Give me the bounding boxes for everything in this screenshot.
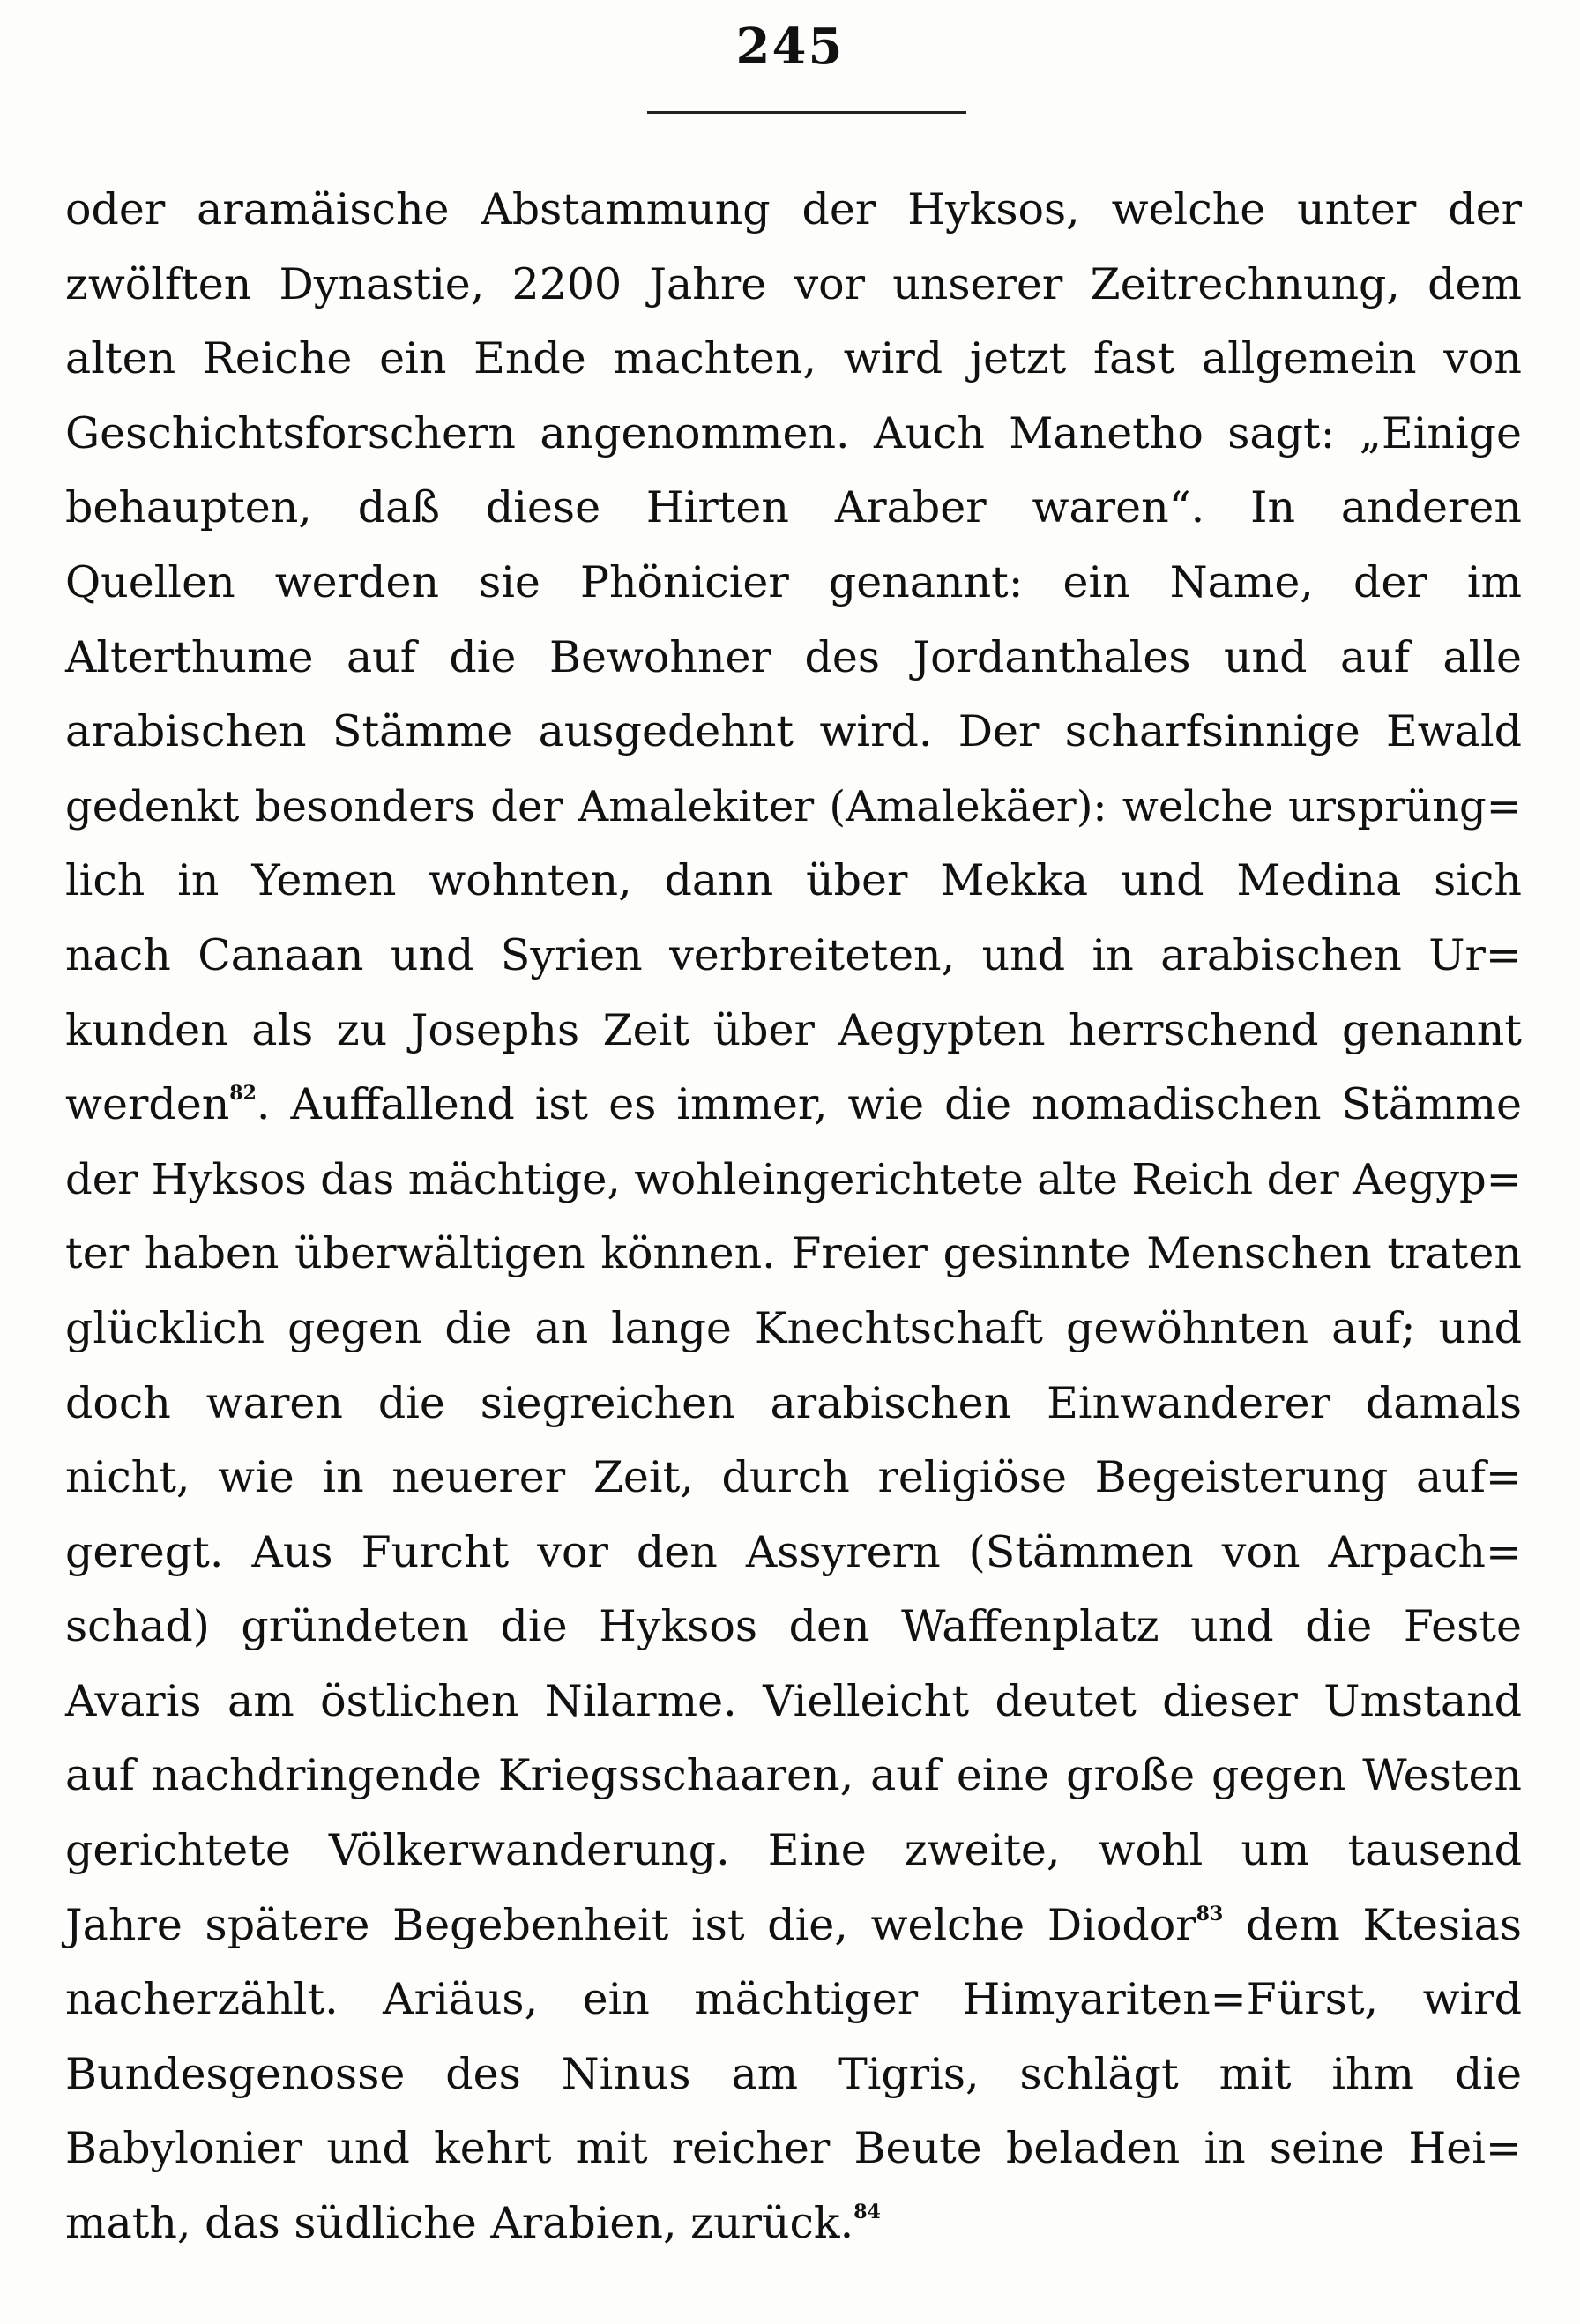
text-line: nicht, wie in neuerer Zeit, durch religiöse Begeisterung auf=: [65, 1452, 1522, 1503]
page-number: 245: [735, 18, 845, 76]
text-line: lich in Yemen wohnten, dann über Mekka und Medina sich: [65, 855, 1522, 906]
text-line: behaupten, daß diese Hirten Araber waren“. In anderen: [65, 482, 1522, 533]
text-line: ter haben überwältigen können. Freier gesinnte Menschen traten: [65, 1228, 1522, 1279]
text-line: Quellen werden sie Phönicier genannt: ein Name, der im: [65, 556, 1522, 607]
text-line: alten Reiche ein Ende machten, wird jetzt fast allgemein von: [65, 333, 1522, 384]
text-line: Bundesgenosse des Ninus am Tigris, schlägt mit ihm die: [65, 2048, 1522, 2099]
text-line: arabischen Stämme ausgedehnt wird. Der scharfsinnige Ewald: [65, 706, 1522, 757]
line-text: math, das südliche Arabien, zurück.: [65, 2198, 854, 2249]
text-line: zwölften Dynastie, 2200 Jahre vor unserer Zeitrechnung, dem: [65, 258, 1522, 309]
text-line: geregt. Aus Furcht vor den Assyrern (Stämmen von Arpach=: [65, 1526, 1522, 1577]
text-line: nach Canaan und Syrien verbreiteten, und in arabischen Ur=: [65, 929, 1522, 980]
text-line: Geschichtsforschern angenommen. Auch Manetho sagt: „Einige: [65, 407, 1522, 458]
header-rule: [647, 111, 966, 114]
text-line: Alterthume auf die Bewohner des Jordanthales und auf alle: [65, 631, 1522, 682]
text-line: gerichtete Völkerwanderung. Eine zweite, wohl um tausend: [65, 1825, 1522, 1876]
text-line: glücklich gegen die an lange Knechtschaft gewöhnten auf; und: [65, 1302, 1522, 1353]
text-line: nacherzählt. Ariäus, ein mächtiger Himyariten=Fürst, wird: [65, 1974, 1522, 2025]
body-text: [65, 173, 1522, 2261]
footnote-marker[interactable]: 83: [1196, 1902, 1224, 1925]
text-line: doch waren die siegreichen arabischen Einwanderer damals: [65, 1377, 1522, 1428]
text-line-with-footnote: [65, 1888, 1522, 1963]
footnote-marker[interactable]: 84: [853, 2201, 881, 2224]
text-line: auf nachdringende Kriegsschaaren, auf eine große gegen Westen: [65, 1750, 1522, 1801]
text-line: kunden als zu Josephs Zeit über Aegypten herrschend genannt: [65, 1004, 1522, 1055]
text-line: gedenkt besonders der Amalekiter (Amalekäer): welche ursprüng=: [65, 781, 1522, 831]
line-text: . Auffallend ist es immer, wie die nomadischen Stämme: [256, 1079, 1522, 1130]
text-line: Avaris am östlichen Nilarme. Vielleicht deutet dieser Umstand: [65, 1675, 1522, 1726]
line-text: Jahre spätere Begebenheit ist die, welche Diodor: [65, 1899, 1196, 1950]
line-text: dem Ktesias: [1223, 1899, 1522, 1950]
text-line: schad) gründeten die Hyksos den Waffenplatz und die Feste: [65, 1601, 1522, 1652]
text-line: der Hyksos das mächtige, wohleingerichtete alte Reich der Aegyp=: [65, 1154, 1522, 1204]
text-line-with-footnote: [65, 2186, 1522, 2261]
line-text: werden: [65, 1079, 230, 1130]
footnote-marker[interactable]: 82: [229, 1082, 257, 1106]
text-line: Babylonier und kehrt mit reicher Beute beladen in seine Hei=: [65, 2123, 1522, 2174]
text-line-with-footnote: [65, 1068, 1522, 1143]
text-line: oder aramäische Abstammung der Hyksos, welche unter der: [65, 184, 1522, 235]
